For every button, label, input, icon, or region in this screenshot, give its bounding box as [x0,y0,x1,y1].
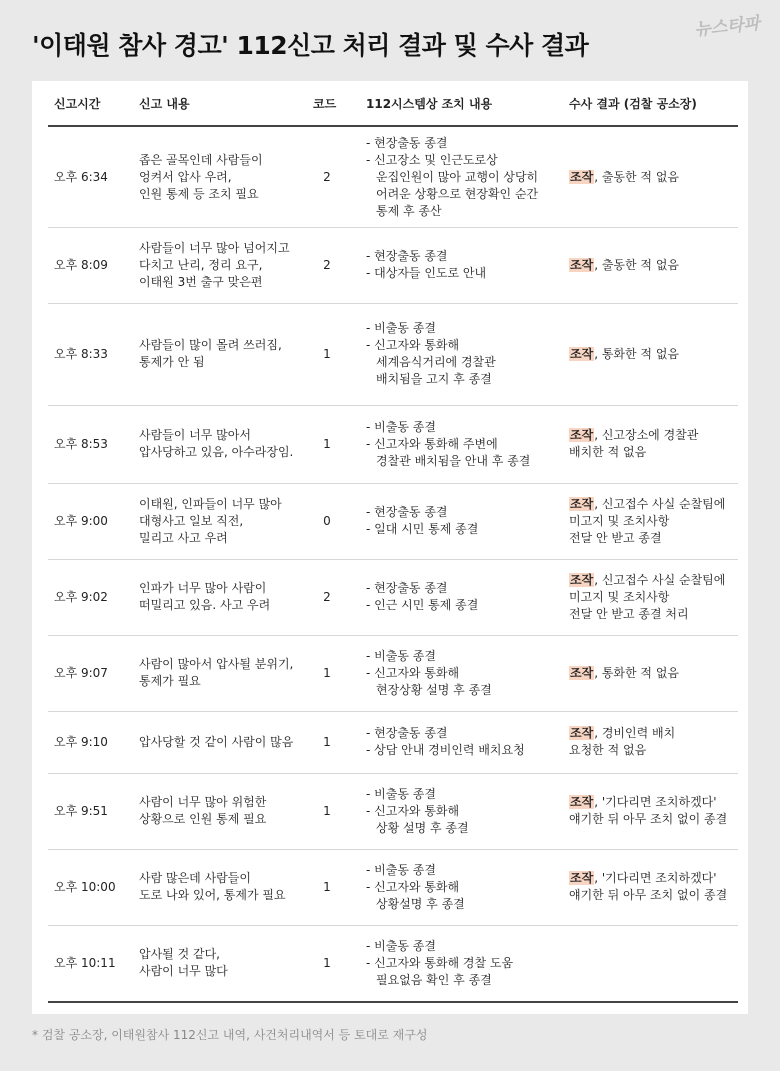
cell-line: 배치한 적 없음 [569,445,647,459]
cell-line: 사람이 너무 많다 [139,964,228,978]
cell-line: 세계음식거리에 경찰관 [376,355,496,369]
result-text: , 신고접수 사실 순찰팀에 [594,572,726,587]
table-row [48,635,738,712]
cell-line: - 현장출동 종결 [366,135,448,150]
system-action [366,227,566,303]
newstapa-logo: 뉴스타파 [693,13,762,41]
cell-line: 사람 많은데 사람들이 [139,871,251,885]
report-time: 오후 9:10 [54,734,108,749]
result-text: , 출동한 적 없음 [594,169,679,184]
fabrication-badge: 조작 [570,726,594,740]
report-content [139,483,314,559]
report-time: 오후 10:11 [54,955,116,970]
report-time: 오후 9:07 [54,665,108,680]
report-time: 오후 9:02 [54,589,108,604]
system-action [366,711,566,773]
table-row [48,303,738,406]
cell-line [569,346,741,363]
result-text: , '기다리면 조치하겠다' [594,795,717,809]
cell-line: - 비출동 종결 [366,938,436,953]
report-code: 1 [323,879,331,894]
report-code: 2 [323,257,331,272]
cell-line: 인원 통제 등 조치 필요 [139,186,259,201]
result-text: , 출동한 적 없음 [594,257,679,272]
report-content [139,925,314,1001]
cell-line: - 신고장소 및 인근도로상 [366,152,498,167]
report-content [139,559,314,635]
cell-line: 압사될 것 같다, [139,947,220,961]
report-time: 오후 8:33 [54,346,108,361]
cell-line: - 비출동 종결 [366,862,436,877]
system-action [366,405,566,483]
cell-line: 도로 나와 있어, 통제가 필요 [139,888,286,902]
cell-line: 상황설명 후 종결 [376,896,465,911]
cell-line: - 현장출동 종결 [366,505,448,519]
report-content [139,127,314,227]
report-time: 오후 9:00 [54,513,108,528]
header-time: 신고시간 [54,97,101,111]
cell-line: 필요없음 확인 후 종결 [376,972,492,987]
cell-line [569,427,741,444]
cell-line [569,794,741,811]
table-row [48,773,738,850]
cell-line: 대형사고 일보 직전, [139,513,244,528]
report-content [139,635,314,711]
cell-line: 인파가 너무 많아 사람이 [139,581,267,595]
report-code: 1 [323,665,331,680]
system-action [366,559,566,635]
system-action [366,773,566,849]
cell-line: 떠밀리고 있음. 사고 우려 [139,598,271,612]
cell-line: 사람들이 많이 몰려 쓰러짐, [139,338,282,352]
cell-line: 사람이 너무 많아 위험한 [139,795,267,809]
cell-line: - 신고자와 통화해 [366,665,460,680]
header-content: 신고 내용 [139,97,190,111]
fabrication-badge: 조작 [570,169,594,184]
report-time: 오후 8:53 [54,436,108,451]
report-content [139,227,314,303]
fabrication-badge: 조작 [570,496,594,511]
cell-line: - 신고자와 통화해 [366,803,460,818]
cell-line: 미고지 및 조치사항 [569,513,670,528]
system-action [366,303,566,405]
cell-line: 압사당할 것 같이 사람이 많음 [139,734,294,749]
investigation-result [569,405,741,483]
report-code: 1 [323,346,331,361]
cell-line: 통제가 필요 [139,674,201,688]
cell-line: - 신고자와 통화해 주변에 [366,436,498,451]
fabrication-badge: 조작 [570,665,594,680]
investigation-result [569,559,741,635]
page-title: '이태원 참사 경고' 112신고 처리 결과 및 수사 결과 [32,31,589,60]
cell-line: 배치됨을 고지 후 종결 [376,372,492,386]
result-text: , 경비인력 배치 [594,726,676,740]
table-row [48,925,738,1003]
table-row [48,483,738,560]
system-action [366,127,566,227]
cell-line: 어려운 상황으로 현장확인 순간 [376,186,539,201]
cell-line: 얘기한 뒤 아무 조치 없이 종결 [569,812,728,826]
cell-line: - 현장출동 종결 [366,581,448,595]
cell-line [569,257,741,274]
cell-line: - 비출동 종결 [366,321,436,335]
cell-line: 상황으로 인원 통제 필요 [139,812,267,826]
result-text: , 신고장소에 경찰관 [594,428,699,442]
cell-line: 밀리고 사고 우려 [139,530,228,545]
cell-line: - 비출동 종결 [366,419,436,434]
cell-line: 사람이 많아서 압사될 분위기, [139,657,294,671]
cell-line: 경찰관 배치됨을 안내 후 종결 [376,453,531,468]
report-content [139,711,314,773]
investigation-result [569,483,741,559]
cell-line: 좁은 골목인데 사람들이 [139,152,263,167]
result-text: , 통화한 적 없음 [594,346,679,361]
cell-line: - 인근 시민 통제 종결 [366,598,479,612]
cell-line: - 현장출동 종결 [366,726,448,740]
investigation-result [569,711,741,773]
investigation-result [569,773,741,849]
cell-line: - 비출동 종결 [366,786,436,801]
investigation-result [569,127,741,227]
cell-line: - 신고자와 통화해 [366,879,460,894]
table-row [48,227,738,304]
report-table-card [32,81,748,1014]
investigation-result [569,227,741,303]
report-code: 1 [323,436,331,451]
cell-line: - 상담 안내 경비인력 배치요청 [366,743,525,757]
system-action [366,483,566,559]
header-result: 수사 결과 (검찰 공소장) [569,97,697,111]
table-row [48,559,738,636]
system-action [366,925,566,1001]
cell-line: 운집인원이 많아 교행이 상당히 [376,169,539,184]
fabrication-badge: 조작 [570,572,594,587]
fabrication-badge: 조작 [570,795,594,809]
investigation-result [569,849,741,925]
fabrication-badge: 조작 [570,346,594,361]
cell-line: 전달 안 받고 종결 처리 [569,606,689,621]
report-code: 1 [323,803,331,818]
cell-line [569,572,741,589]
cell-line: 상황 설명 후 종결 [376,820,469,835]
table-row [48,711,738,774]
cell-line [569,725,741,742]
report-time: 오후 9:51 [54,803,108,818]
report-time: 오후 10:00 [54,879,116,894]
table-header [48,81,738,127]
report-content [139,405,314,483]
report-content [139,303,314,405]
cell-line: 전달 안 받고 종결 [569,530,662,545]
investigation-result [569,635,741,711]
report-code: 1 [323,734,331,749]
fabrication-badge: 조작 [570,428,594,442]
cell-line [569,496,741,513]
cell-line: 통제가 안 됨 [139,355,205,369]
cell-line: - 일대 시민 통제 종결 [366,522,479,536]
report-code: 0 [323,513,331,528]
cell-line [569,870,741,887]
cell-line: 미고지 및 조치사항 [569,589,670,604]
report-time: 오후 6:34 [54,169,108,184]
cell-line: - 비출동 종결 [366,648,436,663]
result-text: , 신고접수 사실 순찰팀에 [594,496,726,511]
cell-line: 사람들이 너무 많아서 [139,428,251,442]
cell-line: 사람들이 너무 많아 넘어지고 [139,240,290,255]
cell-line: - 신고자와 통화해 [366,338,460,352]
report-content [139,849,314,925]
cell-line: 현장상황 설명 후 종결 [376,682,492,697]
report-content [139,773,314,849]
result-text: , 통화한 적 없음 [594,665,679,680]
table-row [48,405,738,484]
cell-line [569,665,741,682]
cell-line: 얘기한 뒤 아무 조치 없이 종결 [569,888,728,902]
footnote: * 검찰 공소장, 이태원참사 112신고 내역, 사건처리내역서 등 토대로 재구성 [32,1028,428,1042]
cell-line: - 현장출동 종결 [366,249,448,263]
table-row [48,849,738,926]
header-action: 112시스템상 조치 내용 [366,97,493,111]
report-code: 2 [323,169,331,184]
report-code: 1 [323,955,331,970]
cell-line: 이태원 3번 출구 맞은편 [139,274,263,289]
cell-line: 다치고 난리, 정리 요구, [139,257,263,272]
cell-line: 요청한 적 없음 [569,743,647,757]
cell-line: - 신고자와 통화해 경찰 도움 [366,955,514,970]
cell-line: 통제 후 종산 [376,203,442,218]
investigation-result [569,303,741,405]
cell-line: - 대상자들 인도로 안내 [366,266,487,280]
fabrication-badge: 조작 [570,871,594,885]
fabrication-badge: 조작 [570,257,594,272]
system-action [366,849,566,925]
investigation-result [569,925,741,1001]
header-code: 코드 [313,97,337,111]
report-time: 오후 8:09 [54,257,108,272]
cell-line: 엉켜서 압사 우려, [139,169,232,184]
cell-line: 압사당하고 있음, 아수라장임. [139,445,294,459]
cell-line [569,169,741,186]
system-action [366,635,566,711]
report-code: 2 [323,589,331,604]
table-row [48,127,738,228]
result-text: , '기다리면 조치하겠다' [594,871,717,885]
cell-line: 이태원, 인파들이 너무 많아 [139,496,282,511]
